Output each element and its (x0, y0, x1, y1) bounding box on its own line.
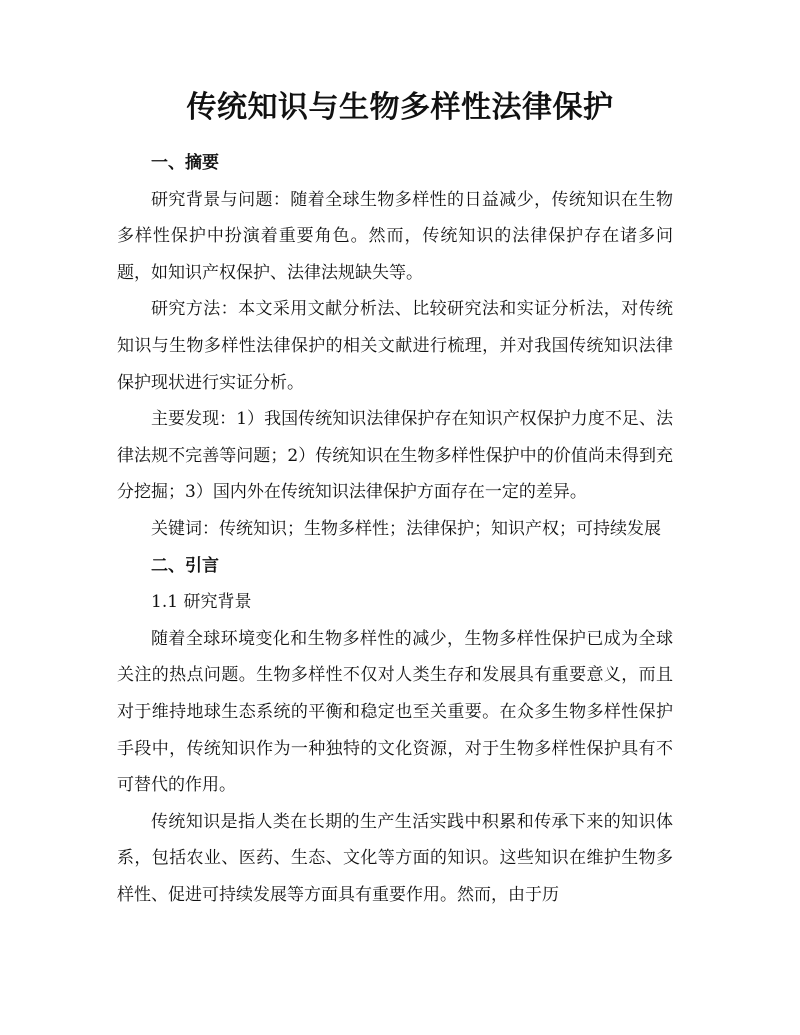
abstract-method-paragraph: 研究方法：本文采用文献分析法、比较研究法和实证分析法，对传统知识与生物多样性法律保护的相关文献进行梳理，并对我国传统知识法律保护现状进行实证分析。 (117, 299, 673, 393)
intro-paragraph-1: 随着全球环境变化和生物多样性的减少，生物多样性保护已成为全球关注的热点问题。生物多样性不仅对人类生存和发展具有重要意义，而且对于维持地球生态系统的平衡和稳定也至关重要。在众多生物多样性保护手段中，传统知识作为一种独特的文化资源，对于生物多样性保护具有不可替代的作用。 (117, 628, 673, 796)
intro-heading: 二、引言 (151, 555, 219, 576)
document-title: 传统知识与生物多样性法律保护 (186, 90, 614, 125)
document-body (117, 145, 673, 913)
abstract-background-paragraph: 研究背景与问题：随着全球生物多样性的日益减少，传统知识在生物多样性保护中扮演着重要角色。然而，传统知识的法律保护存在诸多问题，如知识产权保护、法律法规缺失等。 (117, 189, 673, 283)
intro-subheading-research-background: 1.1 研究背景 (151, 592, 252, 613)
abstract-heading: 一、摘要 (151, 153, 219, 173)
abstract-findings-paragraph: 主要发现：1）我国传统知识法律保护存在知识产权保护力度不足、法律法规不完善等问题；2）传统知识在生物多样性保护中的价值尚未得到充分挖掘；3）国内外在传统知识法律保护方面存在一定的差异。 (117, 409, 673, 503)
intro-paragraph-2: 传统知识是指人类在长期的生产生活实践中积累和传承下来的知识体系，包括农业、医药、生态、文化等方面的知识。这些知识在维护生物多样性、促进可持续发展等方面具有重要作用。然而，由于历 (117, 811, 673, 905)
abstract-keywords-paragraph: 关键词：传统知识；生物多样性；法律保护；知识产权；可持续发展 (151, 518, 661, 539)
